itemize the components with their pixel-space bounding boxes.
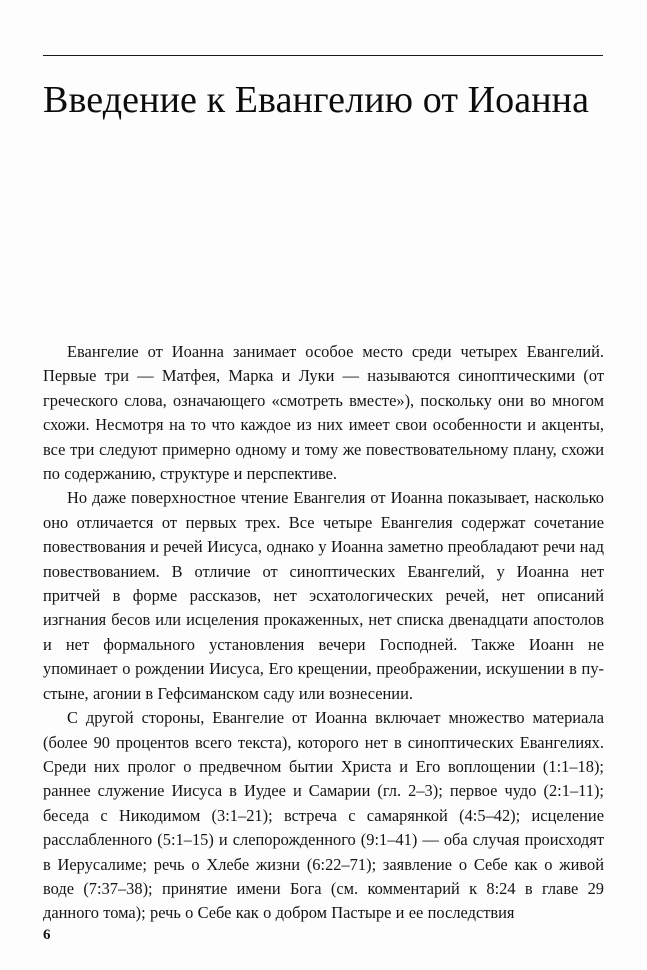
paragraph: С другой стороны, Евангелие от Иоанна включает множество материала (более 90 процентов всего текста), которого нет в синоптических Евангелиях. Среди них пролог о предвечном бытии Христа и Его воплощении (1:1–18); раннее служение Иисуса в Иудее и Самарии (гл. 2–3); первое чудо (2:1–11); беседа с Никодимом (3:1–21); встреча с самарянкой (4:5–42); исцеление расслабленного (5:1–15) и слепорожденного (9:1–41) — оба случая происходят в Иерусалиме; речь о Хлебе жизни (6:22–71); заявление о Себе как о живой воде (7:37–38); принятие имени Бога (см. комментарий к 8:24 в главе 29 данного тома); речь о Себе как о добром Пастыре и ее последствия [43, 708, 604, 923]
page-number: 6 [43, 927, 51, 943]
paragraph: Евангелие от Иоанна занимает особое место среди четырех Евангелий. Первые три — Матфея, Марка и Луки — называются синоптическими (от греческого слова, означающего «смотреть вместе»), поскольку они во многом схожи. Несмотря на то что каждое из них имеет свои особенности и акценты, все три следуют примерно одному и тому же повествовательному плану, схожи по содержанию, структуре и перспективе. [43, 342, 604, 484]
body-text-block [43, 340, 604, 926]
header-rule-divider [43, 55, 603, 56]
page-title: Введение к Евангелию от Иоанна [43, 79, 590, 121]
paragraph: Но даже поверхностное чтение Евангелия от Иоанна показывает, насколько оно отличается от первых трех. Все четыре Евангелия содержат сочетание повествования и речей Иисуса, однако у Иоанна заметно преобладают речи над повествованием. В отличие от синоптических Евангелий, у Иоанна нет притчей в форме рассказов, нет эсхатологических речей, нет описаний изгнания бесов или исцеления прокаженных, нет списка двенадцати апостолов и нет формального установления вечери Господней. Также Иоанн не упоминает о рождении Иисуса, Его крещении, преображении, искушении в пустыне, агонии в Гефсиманском саду или вознесении. [43, 488, 604, 703]
